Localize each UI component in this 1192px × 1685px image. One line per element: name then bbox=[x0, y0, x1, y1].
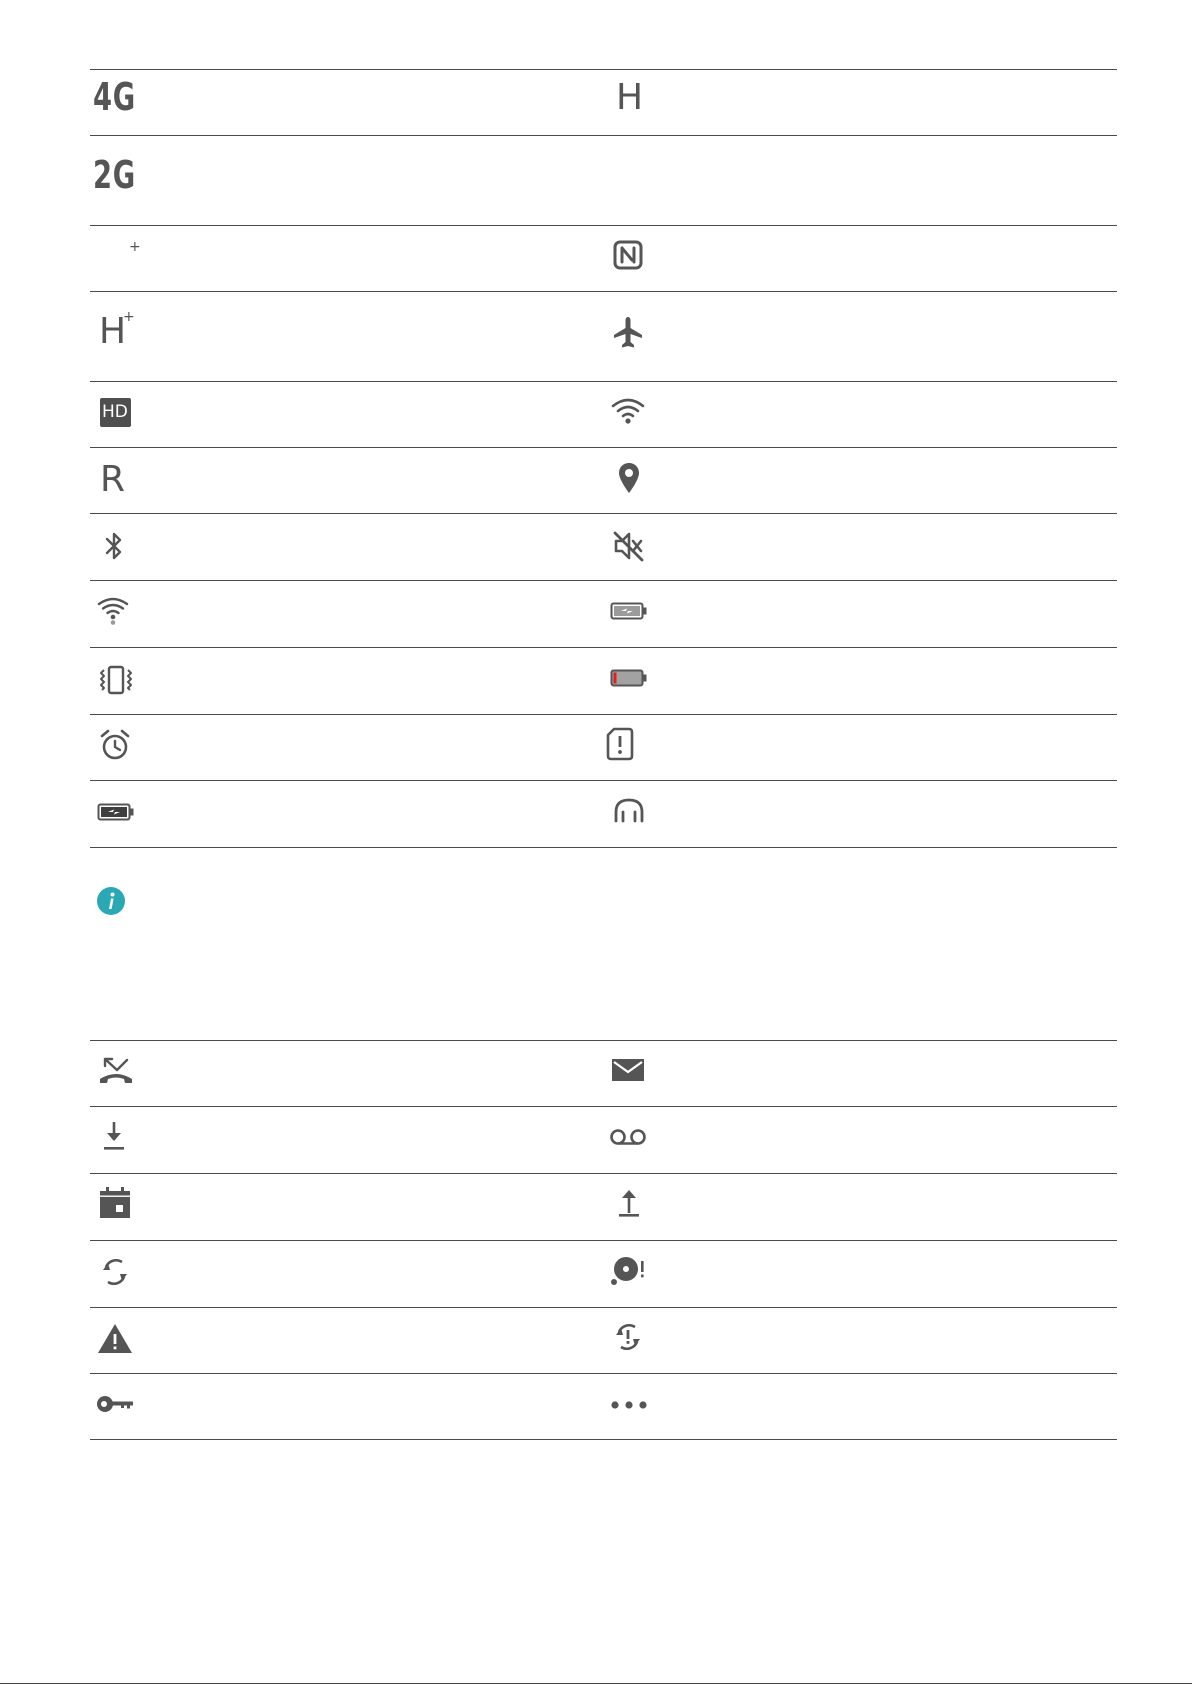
storage-full-icon bbox=[610, 1255, 648, 1287]
airplane-mode-icon bbox=[613, 316, 643, 350]
battery-low-icon bbox=[610, 668, 648, 688]
wifi-hotspot-icon bbox=[97, 597, 129, 625]
sync-failed-icon bbox=[613, 1322, 643, 1352]
table-row bbox=[90, 780, 1117, 848]
table-row: R bbox=[90, 447, 1117, 513]
warning-icon bbox=[97, 1322, 133, 1354]
no-sim-icon bbox=[606, 727, 634, 761]
table-row: H + bbox=[90, 291, 1117, 381]
page-bottom-border bbox=[0, 1683, 1192, 1684]
info-icon bbox=[96, 886, 126, 916]
table-row bbox=[90, 1240, 1117, 1307]
table-row bbox=[90, 714, 1117, 780]
vibrate-mode-icon bbox=[98, 664, 134, 696]
nfc-icon bbox=[613, 240, 643, 270]
upload-icon bbox=[618, 1187, 640, 1219]
silent-mode-icon bbox=[613, 530, 645, 562]
table-row bbox=[90, 647, 1117, 714]
calendar-event-icon bbox=[99, 1187, 131, 1219]
download-icon bbox=[103, 1120, 125, 1152]
vpn-key-icon bbox=[96, 1392, 134, 1416]
voicemail-icon bbox=[609, 1127, 647, 1147]
location-icon bbox=[618, 462, 640, 494]
sync-icon bbox=[100, 1257, 130, 1287]
table-row bbox=[90, 580, 1117, 647]
table-row: 2G bbox=[90, 135, 1117, 225]
table-row bbox=[90, 1106, 1117, 1173]
status-icons-table bbox=[90, 69, 1117, 848]
notification-icons-table bbox=[90, 1040, 1117, 1440]
bluetooth-icon bbox=[104, 530, 124, 562]
table-row bbox=[90, 1173, 1117, 1240]
battery-charging-icon bbox=[610, 601, 648, 621]
table-row bbox=[90, 1307, 1117, 1373]
battery-full-charging-icon bbox=[97, 802, 135, 822]
headset-icon bbox=[613, 797, 645, 825]
hd-voice-icon: HD bbox=[100, 398, 131, 427]
alarm-icon bbox=[100, 729, 130, 761]
wifi-icon bbox=[611, 398, 645, 424]
table-row bbox=[90, 1040, 1117, 1106]
more-notifications-icon bbox=[610, 1400, 648, 1410]
table-row bbox=[90, 1373, 1117, 1440]
new-email-icon bbox=[611, 1057, 645, 1083]
table-row: + bbox=[90, 225, 1117, 291]
table-row bbox=[90, 513, 1117, 580]
table-row: 4G H bbox=[90, 69, 1117, 135]
missed-call-icon bbox=[97, 1055, 135, 1087]
table-row bbox=[90, 381, 1117, 447]
